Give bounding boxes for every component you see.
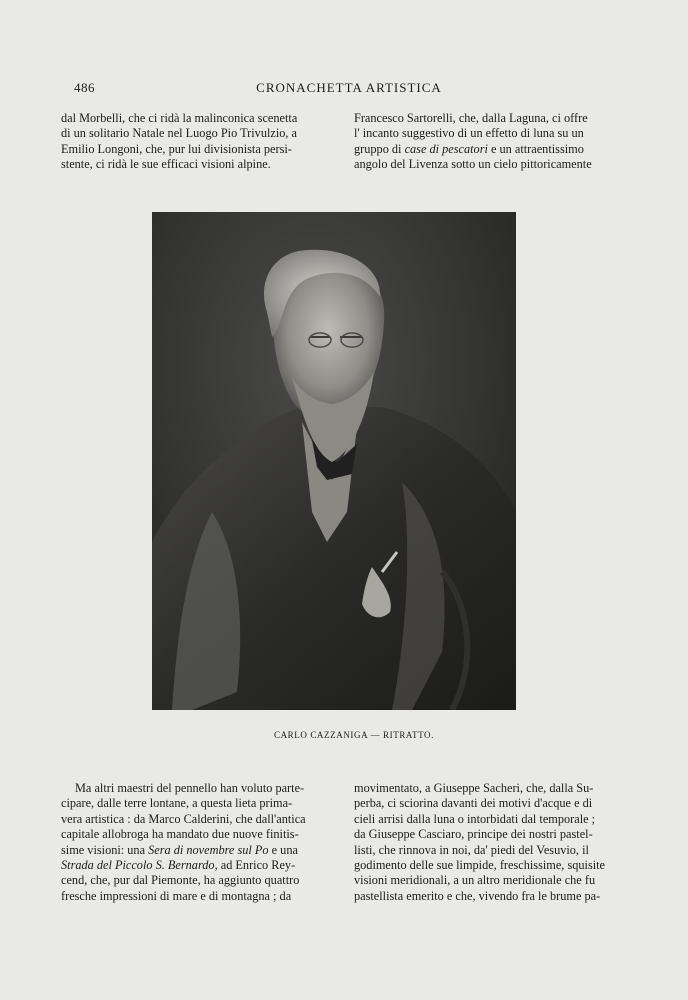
text-line [354, 142, 626, 157]
text-fragment: e un attraentissimo [487, 141, 584, 156]
figure-caption: CARLO CAZZANIGA — RITRATTO. [273, 730, 435, 740]
text-line: stente, ci ridà le sue efficaci visioni alpine. [61, 157, 271, 172]
text-fragment: gruppo di [354, 141, 405, 156]
text-fragment: sime visioni: una [61, 842, 149, 857]
text-line: l' incanto suggestivo di un effetto di luna su un [354, 126, 584, 141]
running-title: CRONACHETTA ARTISTICA [256, 80, 442, 95]
text-line: godimento delle sue limpide, freschissime, squisite [354, 858, 606, 873]
text-line: pastellista emerito e che, vivendo fra le brume pa- [354, 888, 601, 903]
text-line: visioni meridionali, a un altro meridionale che fu [354, 873, 596, 888]
artwork-title: Strada del Piccolo S. Bernardo, [61, 858, 218, 873]
text-line: cipare, dalle terre lontane, a questa lieta prima- [61, 796, 293, 811]
text-line: Francesco Sartorelli, che, dalla Laguna, ci offre [354, 111, 588, 125]
text-line: perba, ci sciorina davanti dei motivi d'acque e di [354, 796, 593, 811]
text-line: angolo del Livenza sotto un cielo pittoricamente [354, 157, 592, 172]
text-line: Emilio Longoni, che, pur lui divisionista persi- [61, 141, 292, 156]
bottom-right-column [354, 781, 627, 904]
artwork-title: case di pescatori [404, 141, 488, 156]
top-left-column [61, 111, 332, 173]
bottom-left-column [61, 781, 333, 904]
text-fragment: e una [268, 842, 298, 857]
text-line: capitale allobroga ha mandato due nuove finitis- [61, 827, 299, 842]
text-line: dal Morbelli, che ci ridà la malinconica scenetta [61, 111, 298, 125]
text-line: cieli arrisi dalla luna o intorbidati dal temporale ; [354, 811, 596, 826]
page-number: 486 [74, 80, 95, 95]
top-right-column [354, 111, 626, 173]
text-line [61, 858, 333, 873]
text-line: di un solitario Natale nel Luogo Pio Trivulzio, a [61, 126, 298, 141]
text-fragment: ad Enrico Rey- [217, 858, 296, 873]
text-line: Ma altri maestri del pennello han voluto parte- [75, 781, 305, 795]
text-line: fresche impressioni di mare e di montagna ; da [61, 888, 292, 903]
portrait-image [152, 212, 516, 710]
text-line: listi, che rinnova in noi, da' piedi del Vesuvio, il [354, 842, 589, 857]
text-line: cend, che, pur dal Piemonte, ha aggiunto quattro [61, 873, 300, 888]
text-line [61, 843, 333, 858]
text-line: da Giuseppe Casciaro, principe dei nostri pastel- [354, 827, 593, 842]
portrait-painting [152, 212, 516, 710]
artwork-title: Sera di novembre sul Po [148, 842, 269, 857]
text-line: vera artistica : da Marco Calderini, che dall'antica [61, 811, 306, 826]
text-line: movimentato, a Giuseppe Sacheri, che, dalla Su- [354, 781, 594, 795]
